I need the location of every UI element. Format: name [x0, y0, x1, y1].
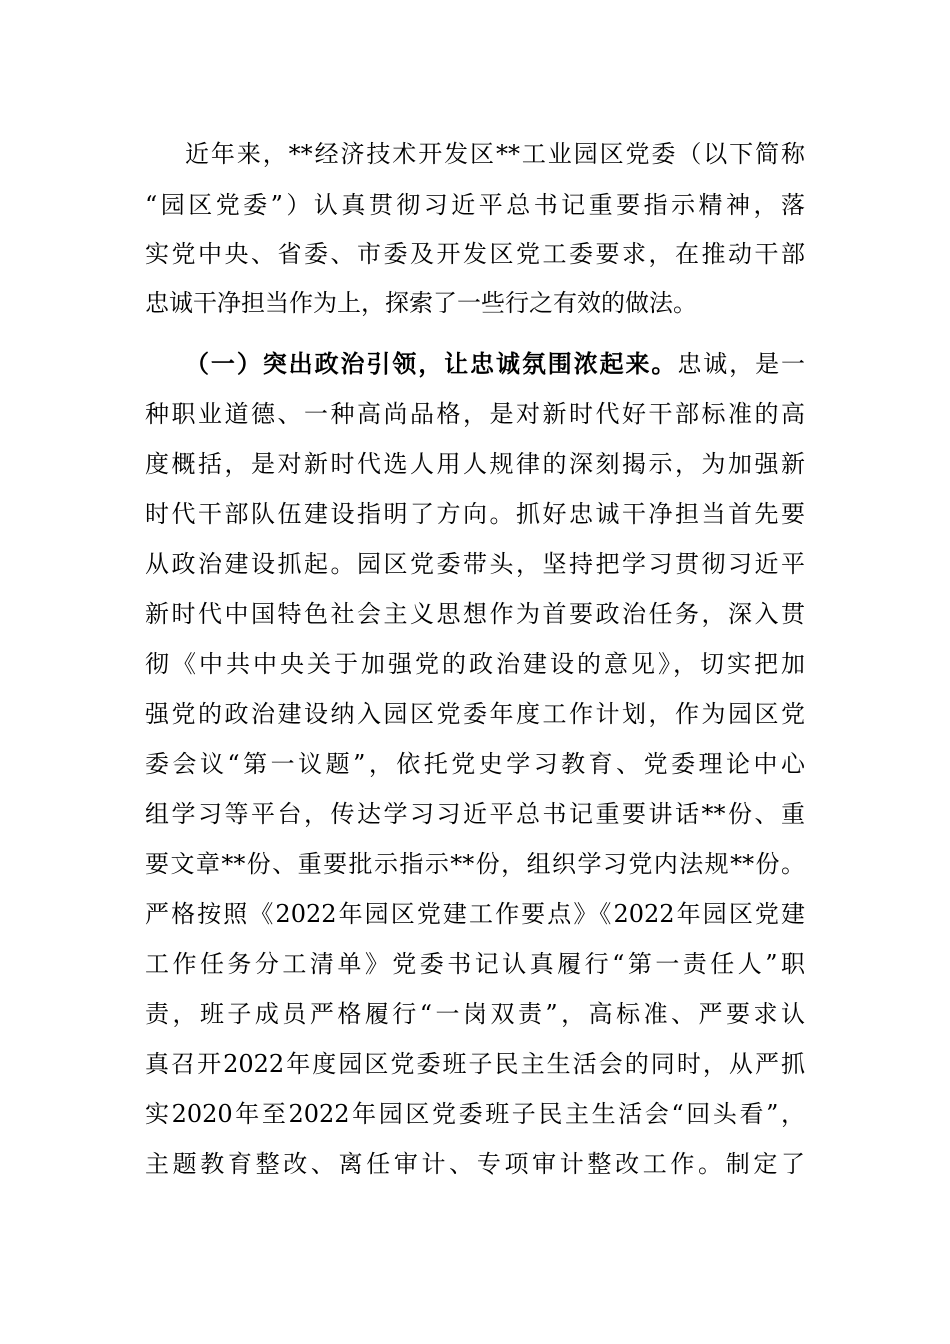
paragraph-line: 工作任务分工清单》党委书记认真履行“第一责任人”职	[145, 950, 805, 978]
paragraph-line: “园区党委”）认真贯彻习近平总书记重要指示精神，落	[145, 191, 805, 219]
paragraph-line: 真召开2022年度园区党委班子民主生活会的同时，从严抓	[145, 1050, 805, 1078]
paragraph-line: 新时代中国特色社会主义思想作为首要政治任务，深入贯	[145, 600, 805, 628]
paragraph-line: 严格按照《2022年园区党建工作要点》《2022年园区党建	[145, 900, 805, 928]
paragraph-line: 主题教育整改、离任审计、专项审计整改工作。制定了	[145, 1150, 805, 1178]
paragraph-line: 从政治建设抓起。园区党委带头，坚持把学习贯彻习近平	[145, 550, 805, 578]
paragraph-line: 责，班子成员严格履行“一岗双责”，高标准、严要求认	[145, 1000, 805, 1028]
paragraph-line: 彻《中共中央关于加强党的政治建设的意见》，切实把加	[145, 650, 805, 678]
paragraph-line: 委会议“第一议题”，依托党史学习教育、党委理论中心	[145, 750, 805, 778]
paragraph-line: 要文章**份、重要批示指示**份，组织学习党内法规**份。	[145, 850, 805, 878]
paragraph-line: 近年来，**经济技术开发区**工业园区党委（以下简称	[185, 140, 805, 168]
paragraph-first-line	[185, 338, 805, 390]
paragraph-line: 实2020年至2022年园区党委班子民主生活会“回头看”，	[145, 1100, 805, 1128]
paragraph-line: 忠诚干净担当作为上，探索了一些行之有效的做法。	[145, 289, 697, 317]
paragraph-text: 忠诚，是一	[677, 350, 805, 378]
paragraph-line: 度概括，是对新时代选人用人规律的深刻揭示，为加强新	[145, 450, 805, 478]
paragraph-line: 时代干部队伍建设指明了方向。抓好忠诚干净担当首先要	[145, 500, 805, 528]
paragraph-line: 种职业道德、一种高尚品格，是对新时代好干部标准的高	[145, 400, 805, 428]
paragraph-line: 实党中央、省委、市委及开发区党工委要求，在推动干部	[145, 240, 805, 268]
section-heading: （一）突出政治引领，让忠诚氛围浓起来。	[185, 349, 678, 378]
paragraph-line: 组学习等平台，传达学习习近平总书记重要讲话**份、重	[145, 800, 805, 828]
paragraph-line: 强党的政治建设纳入园区党委年度工作计划，作为园区党	[145, 700, 805, 728]
